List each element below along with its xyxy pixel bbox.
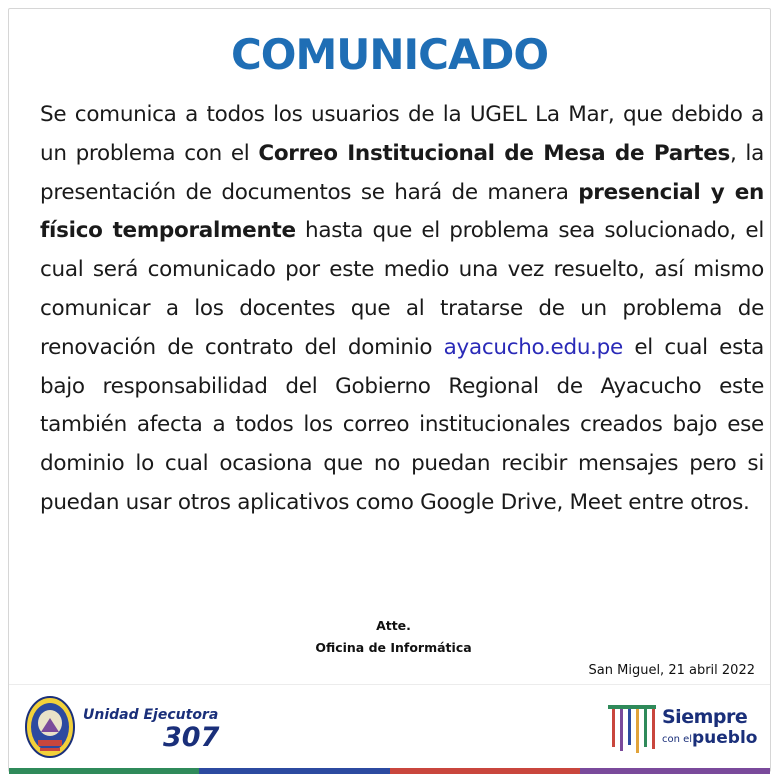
slogan-word: pueblo [692, 728, 758, 748]
body-bold-2: presencial y en físico temporalmente [40, 179, 764, 244]
document-date: San Miguel, 21 abril 2022 [588, 663, 755, 678]
footer-stripe [9, 768, 770, 774]
unit-number: 307 [163, 722, 220, 753]
domain-link[interactable]: ayacucho.edu.pe [443, 334, 623, 360]
unit-seal-icon [25, 696, 75, 758]
siempre-logo-icon [606, 703, 658, 755]
page-title: COMUNICADO [230, 30, 549, 79]
slogan-small: con el [662, 734, 693, 745]
body-text-3: hasta que el problema sea solucionado, el cual será comunicado por este medio una vez resuelto, así mismo comunicar a los docentes que al tratarse de un problema de renovación de contrato del dominio [40, 218, 764, 360]
stripe-green [9, 768, 199, 774]
body-bold-1: Correo Institucional de Mesa de Partes [258, 140, 730, 166]
signature-office: Oficina de Informática [315, 640, 472, 655]
slogan-big: Siempre [662, 706, 748, 728]
unit-name: Unidad Ejecutora [83, 707, 219, 723]
body-text-1: Se comunica a todos los usuarios de la UGEL La Mar, que debido a un problema con el [40, 102, 764, 166]
body-text-2: , la presentación de documentos se hará de manera [40, 140, 764, 205]
stripe-red [390, 768, 580, 774]
body-text-4: el cual esta bajo responsabilidad del Gobierno Regional de Ayacucho este también afecta a todos los correo institucionales creados bajo ese dominio lo cual ocasiona que no puedan recibir mensajes pero si puedan usar otros aplicativos como Google Drive, Meet entre otros. [40, 334, 764, 515]
announcement-body [40, 96, 764, 523]
signature-atte: Atte. [376, 618, 411, 633]
stripe-blue [199, 768, 389, 774]
stripe-purple [580, 768, 770, 774]
